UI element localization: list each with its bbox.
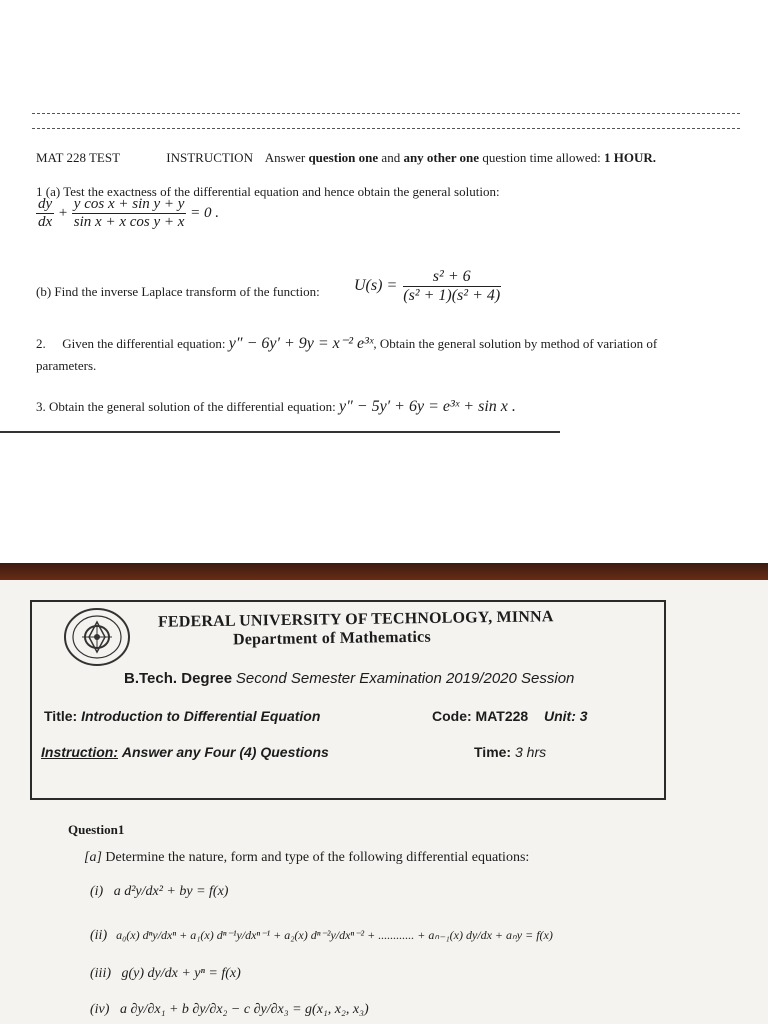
main-fraction: [72, 196, 187, 231]
course-code: MAT 228 TEST: [36, 150, 120, 165]
q1a-text: Determine the nature, form and type of the following differential equations:: [105, 850, 530, 865]
q3-equation: y″ − 5y′ + 6y = e³ˣ + sin x .: [339, 398, 516, 415]
function-name: U(s) =: [354, 277, 398, 295]
q2-text-line2: parameters.: [36, 358, 97, 373]
list-item-i: [90, 884, 228, 900]
exam-session-line: [124, 670, 574, 688]
list-item-ii: [90, 928, 553, 944]
instruction-label: INSTRUCTION: [166, 150, 253, 165]
q1a-line: [84, 850, 529, 866]
instruction-text-time: question time allowed:: [482, 150, 601, 165]
time-label: Time:: [474, 744, 512, 760]
instruction-text: Answer: [264, 150, 306, 165]
item-number: (iii): [90, 966, 111, 981]
q1b-text: (b) Find the inverse Laplace transform of the function:: [36, 284, 320, 299]
session: Second Semester Examination 2019/2020 Session: [235, 670, 575, 687]
instruction-time-value: 1 HOUR.: [603, 150, 656, 165]
unit: Unit: 3: [543, 708, 588, 724]
q2: [36, 333, 657, 353]
item-number: (iv): [90, 1002, 110, 1017]
item-equation: g(y) dy/dx + yⁿ = f(x): [121, 966, 241, 981]
test-sheet: [0, 90, 768, 435]
list-item-iv: [90, 1002, 369, 1018]
fraction-denominator: dx: [38, 214, 53, 230]
q3: [36, 398, 516, 416]
dashed-rule-top: [32, 113, 740, 114]
q2-text: Given the differential equation:: [62, 336, 226, 351]
dy-dx-fraction: [36, 196, 54, 231]
item-number: (i): [90, 884, 104, 899]
laplace-fraction: [401, 268, 502, 305]
q2-equation: y″ − 6y′ + 9y = x⁻² e³ˣ: [228, 335, 374, 352]
department-name: Department of Mathematics: [232, 628, 431, 649]
code-unit: [432, 708, 588, 724]
instruction-emphasis-1: question one: [308, 150, 379, 165]
item-equation: a d²y/dx² + by = f(x): [113, 884, 229, 899]
course-code: Code: MAT228: [432, 708, 529, 724]
q1b-equation: [354, 268, 502, 305]
instruction-value: Answer any Four (4) Questions: [121, 744, 329, 760]
time-value: 3 hrs: [514, 744, 547, 760]
fraction-numerator: dy: [38, 196, 53, 212]
item-equation: a₀(x) dⁿy/dxⁿ + a₁(x) dⁿ⁻¹y/dxⁿ⁻¹ + a₂(x) dⁿ⁻²y/dxⁿ⁻² + ............ + aₙ₋₁(x) dy/dx + aₙy = f(x): [116, 928, 553, 942]
instruction-label: Instruction:: [41, 744, 118, 760]
instruction-line: [41, 744, 329, 760]
blank-gap: [0, 435, 768, 565]
equals-zero: = 0 .: [190, 204, 220, 221]
university-seal-icon: [62, 606, 132, 668]
q1a-equation: [36, 196, 219, 231]
title-line: [44, 708, 320, 724]
q2-text-continued: , Obtain the general solution by method of variation of: [373, 336, 658, 351]
q1a-text: 1 (a) Test the exactness of the differential equation and hence obtain the general solution:: [36, 184, 500, 199]
instruction-emphasis-2: any other one: [403, 150, 480, 165]
title-value: Introduction to Differential Equation: [81, 708, 321, 724]
fraction-numerator: y cos x + sin y + y: [73, 196, 185, 212]
dashed-rule-second: [32, 128, 740, 129]
q1a-label: [a]: [84, 850, 102, 865]
q2-number: 2.: [36, 336, 46, 351]
fraction-denominator: (s² + 1)(s² + 4): [403, 287, 501, 304]
item-number: (ii): [90, 928, 108, 943]
fraction-denominator: sin x + x cos y + x: [73, 214, 185, 230]
plus-sign: +: [57, 204, 69, 221]
time-line: [474, 744, 546, 760]
university-name: FEDERAL UNIVERSITY OF TECHNOLOGY, MINNA: [157, 608, 554, 631]
item-equation: a ∂y/∂x₁ + b ∂y/∂x₂ − c ∂y/∂x₃ = g(x₁, x₂, x₃): [119, 1002, 369, 1017]
q3-text: 3. Obtain the general solution of the differential equation:: [36, 399, 336, 414]
question-heading: Question1: [68, 822, 125, 837]
test-header: [36, 150, 656, 166]
torn-edge: [0, 431, 560, 433]
title-label: Title:: [44, 708, 78, 724]
fraction-numerator: s² + 6: [403, 268, 501, 287]
instruction-text-and: and: [381, 150, 401, 165]
degree: B.Tech. Degree: [124, 670, 233, 687]
list-item-iii: [90, 966, 241, 982]
